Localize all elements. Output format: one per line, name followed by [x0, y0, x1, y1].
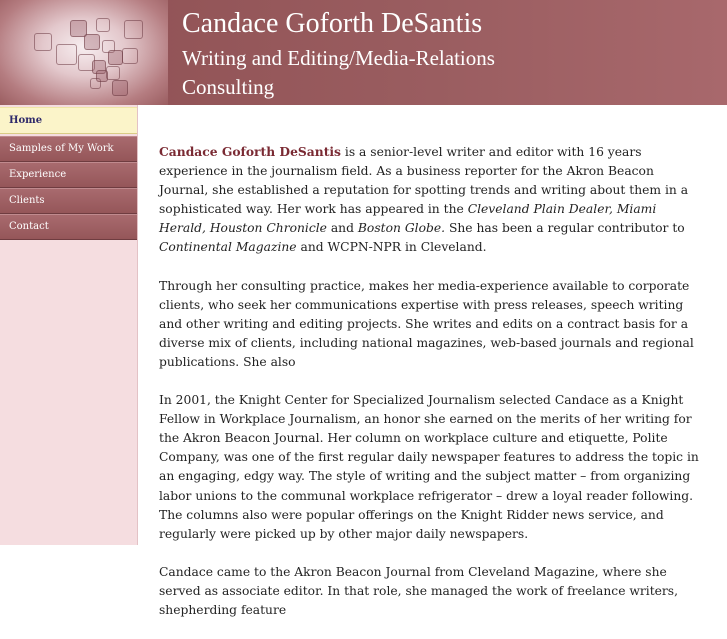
intro-text-1: is a senior-level writer and editor with 16 years experience in the journalism field. As a business reporter for the Akron Beacon Journal, she established a reputation for spotting trends and writing about them in a sophisticated way. Her work has appeared in the [159, 145, 689, 217]
nav-item-samples-of-my-work[interactable]: Samples of My Work [0, 136, 137, 162]
nav-item-home[interactable]: Home [0, 107, 137, 134]
cleveland-magazine-paragraph: Candace came to the Akron Beacon Journal from Cleveland Magazine, where she served as associate editor. In that role, she managed the work of freelance writers, shepherding feature [159, 564, 679, 617]
site-subtitle-line1: Writing and Editing/Media-Relations [182, 46, 495, 70]
intro-text-4: and WCPN-NPR in Cleveland. [296, 240, 487, 255]
main-content [159, 142, 704, 639]
intro-paragraph [159, 142, 704, 258]
intro-continental-magazine: Continental Magazine [159, 240, 297, 255]
nav-item-contact[interactable]: Contact [0, 214, 137, 240]
site-header [0, 0, 727, 105]
site-subtitle [182, 44, 495, 102]
consulting-paragraph: Through her consulting practice, makes her media-experience available to corporate clients, who seek her communications expertise with press releases, speech writing and other writing and editing projects. She writes and edits on a contract basis for a diverse mix of clients, including national magazines, web-based journals and regional publications. She also [159, 278, 694, 369]
intro-name: Candace Goforth DeSantis [159, 144, 341, 159]
knight-fellow-paragraph: In 2001, the Knight Center for Specialized Journalism selected Candace as a Knight Fellow in Workplace Journalism, an honor she earned on the merits of her writing for the Akron Beacon Journal. Her column on workplace culture and etiquette, Polite Company, was one of the first regular daily newspaper features to address the topic in an engaging, edgy way. The style of writing and the subject matter – from organizing labor unions to the communal workplace refrigerator – drew a loyal reader following. The columns also were popular offerings on the Knight Ridder news service, and regularly were picked up by other major daily newspapers. [159, 393, 699, 541]
sidebar-nav [0, 105, 138, 545]
nav-item-clients[interactable]: Clients [0, 188, 137, 214]
intro-publications: Cleveland Plain Dealer, Miami Herald, Houston Chronicle [159, 202, 657, 236]
intro-text-2: and [326, 221, 358, 236]
logo-squares-graphic [0, 0, 168, 105]
intro-boston-globe: Boston Globe. [357, 221, 446, 236]
site-title: Candace Goforth DeSantis [182, 8, 483, 39]
intro-text-3: She has been a regular contributor to [445, 221, 685, 236]
site-subtitle-line2: Consulting [182, 75, 275, 99]
nav-item-experience[interactable]: Experience [0, 162, 137, 188]
